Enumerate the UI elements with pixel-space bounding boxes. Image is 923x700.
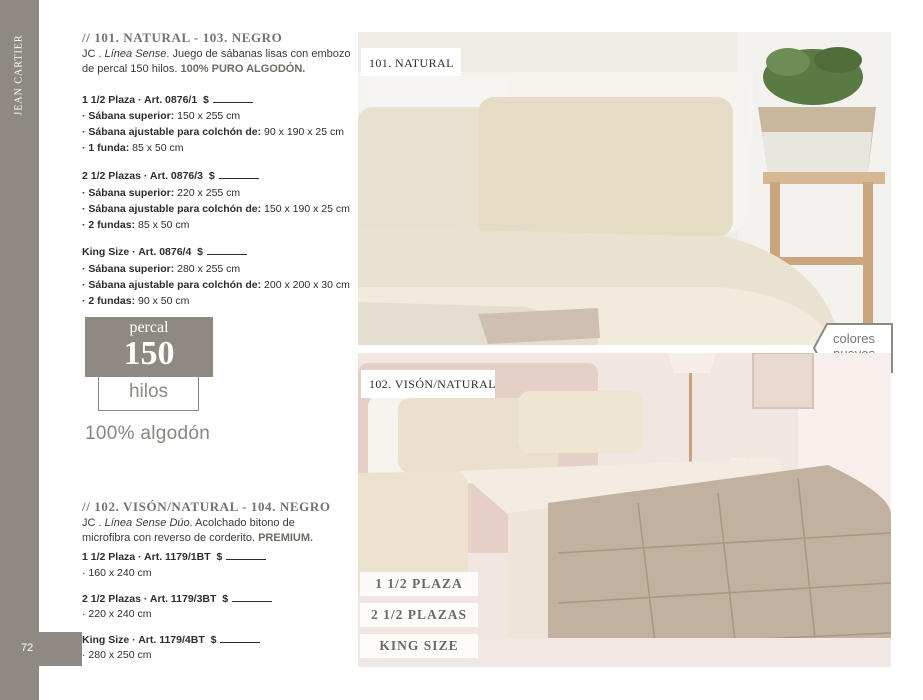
desc-brand: JC . <box>82 48 105 60</box>
item-label: · 2 fundas: <box>82 219 136 231</box>
s1-g1-item2 <box>82 126 344 138</box>
price-sign: $ <box>208 170 215 182</box>
item-label: · Sábana superior: <box>82 263 175 275</box>
desc-line-name: Línea Sense <box>104 48 167 60</box>
size-tag-1-plaza: 1 1/2 PLAZA <box>360 572 478 596</box>
size-tag-king: KING SIZE <box>360 634 478 658</box>
item-value: 85 x 50 cm <box>129 142 184 154</box>
price-blank <box>219 169 259 179</box>
s1-g2-item3 <box>82 219 189 231</box>
item-label: · Sábana ajustable para colchón de: <box>82 203 262 215</box>
heading-text: King Size · Art. 1179/4BT <box>82 634 205 646</box>
s1-g2-item1 <box>82 187 240 199</box>
heading-text: 1 1/2 Plaza · Art. 0876/1 <box>82 94 198 106</box>
percal-badge <box>85 317 213 377</box>
price-blank <box>207 245 247 255</box>
desc-brand: JC . <box>82 517 105 529</box>
price-blank <box>232 592 272 602</box>
page-number-box <box>0 632 82 666</box>
section1-description <box>82 47 358 77</box>
s2-group2-heading <box>82 592 272 605</box>
section1-title: // 101. NATURAL - 103. NEGRO <box>82 30 283 45</box>
bed-illustration-natural <box>358 32 891 345</box>
price-sign: $ <box>222 593 229 605</box>
heading-text: King Size · Art. 0876/4 <box>82 246 192 258</box>
item-label: · Sábana superior: <box>82 110 175 122</box>
s1-group1-heading <box>82 93 253 106</box>
item-value: 90 x 50 cm <box>135 295 190 307</box>
s1-g3-item2 <box>82 279 350 291</box>
item-label: · Sábana ajustable para colchón de: <box>82 126 262 138</box>
brand-vertical-text: JEAN CARTIER <box>13 34 25 116</box>
item-value: 200 x 200 x 30 cm <box>261 279 350 291</box>
desc-text: . Juego de sábanas lisas con embozo de percal 150 hilos. <box>82 48 351 75</box>
s1-g1-item3 <box>82 142 184 154</box>
item-label: · Sábana ajustable para colchón de: <box>82 279 262 291</box>
s2-group3-heading <box>82 633 260 646</box>
price-blank <box>220 633 260 643</box>
desc-highlight: 100% PURO ALGODÓN. <box>180 63 306 75</box>
item-label: · 2 fundas: <box>82 295 136 307</box>
desc-line-name: Línea Sense Dúo <box>104 517 190 529</box>
item-value: 150 x 190 x 25 cm <box>261 203 350 215</box>
thread-count: 150 <box>123 335 175 372</box>
photo2-label: 102. VISÓN/NATURAL <box>361 370 495 398</box>
s1-g3-item3 <box>82 295 189 307</box>
heading-text: 2 1/2 Plazas · Art. 0876/3 <box>82 170 204 182</box>
price-sign: $ <box>203 94 209 106</box>
s2-group3-size: · 280 x 250 cm <box>82 649 152 661</box>
section2-description <box>82 516 322 546</box>
section2-title: // 102. VISÓN/NATURAL - 104. NEGRO <box>82 499 331 514</box>
photo1-label: 101. NATURAL <box>361 48 461 76</box>
s1-g2-item2 <box>82 203 350 215</box>
s2-group1-size: · 160 x 240 cm <box>82 567 152 579</box>
price-sign: $ <box>216 551 223 563</box>
item-value: 90 x 190 x 25 cm <box>261 126 345 138</box>
cotton-claim: 100% algodón <box>85 423 211 444</box>
desc-text: . Acolchado bitono de microfibra con reverso de corderito. <box>82 517 295 544</box>
heading-text: 2 1/2 Plazas · Art. 1179/3BT <box>82 593 217 605</box>
item-label: · Sábana superior: <box>82 187 175 199</box>
s1-group3-heading <box>82 245 247 258</box>
s1-g1-item1 <box>82 110 240 122</box>
size-tag-2-plazas: 2 1/2 PLAZAS <box>360 603 478 627</box>
page-number: 72 <box>21 642 34 654</box>
heading-text: 1 1/2 Plaza · Art. 1179/1BT <box>82 551 211 563</box>
item-value: 220 x 255 cm <box>174 187 241 199</box>
hilos-word: hilos <box>128 381 169 402</box>
hilos-box <box>98 377 199 411</box>
s2-group2-size: · 220 x 240 cm <box>82 608 152 620</box>
price-blank <box>213 93 253 103</box>
bed-photo-natural <box>358 32 891 345</box>
item-label: · 1 funda: <box>82 142 130 154</box>
s1-g3-item1 <box>82 263 240 275</box>
item-value: 85 x 50 cm <box>135 219 190 231</box>
new-colors-line1: colores <box>833 331 875 346</box>
percal-word: percal <box>129 319 169 336</box>
price-blank <box>226 550 266 560</box>
price-sign: $ <box>210 634 217 646</box>
item-value: 280 x 255 cm <box>174 263 241 275</box>
s1-group2-heading <box>82 169 259 182</box>
s2-group1-heading <box>82 550 266 563</box>
item-value: 150 x 255 cm <box>174 110 241 122</box>
price-sign: $ <box>197 246 203 258</box>
desc-highlight: PREMIUM. <box>258 532 314 544</box>
